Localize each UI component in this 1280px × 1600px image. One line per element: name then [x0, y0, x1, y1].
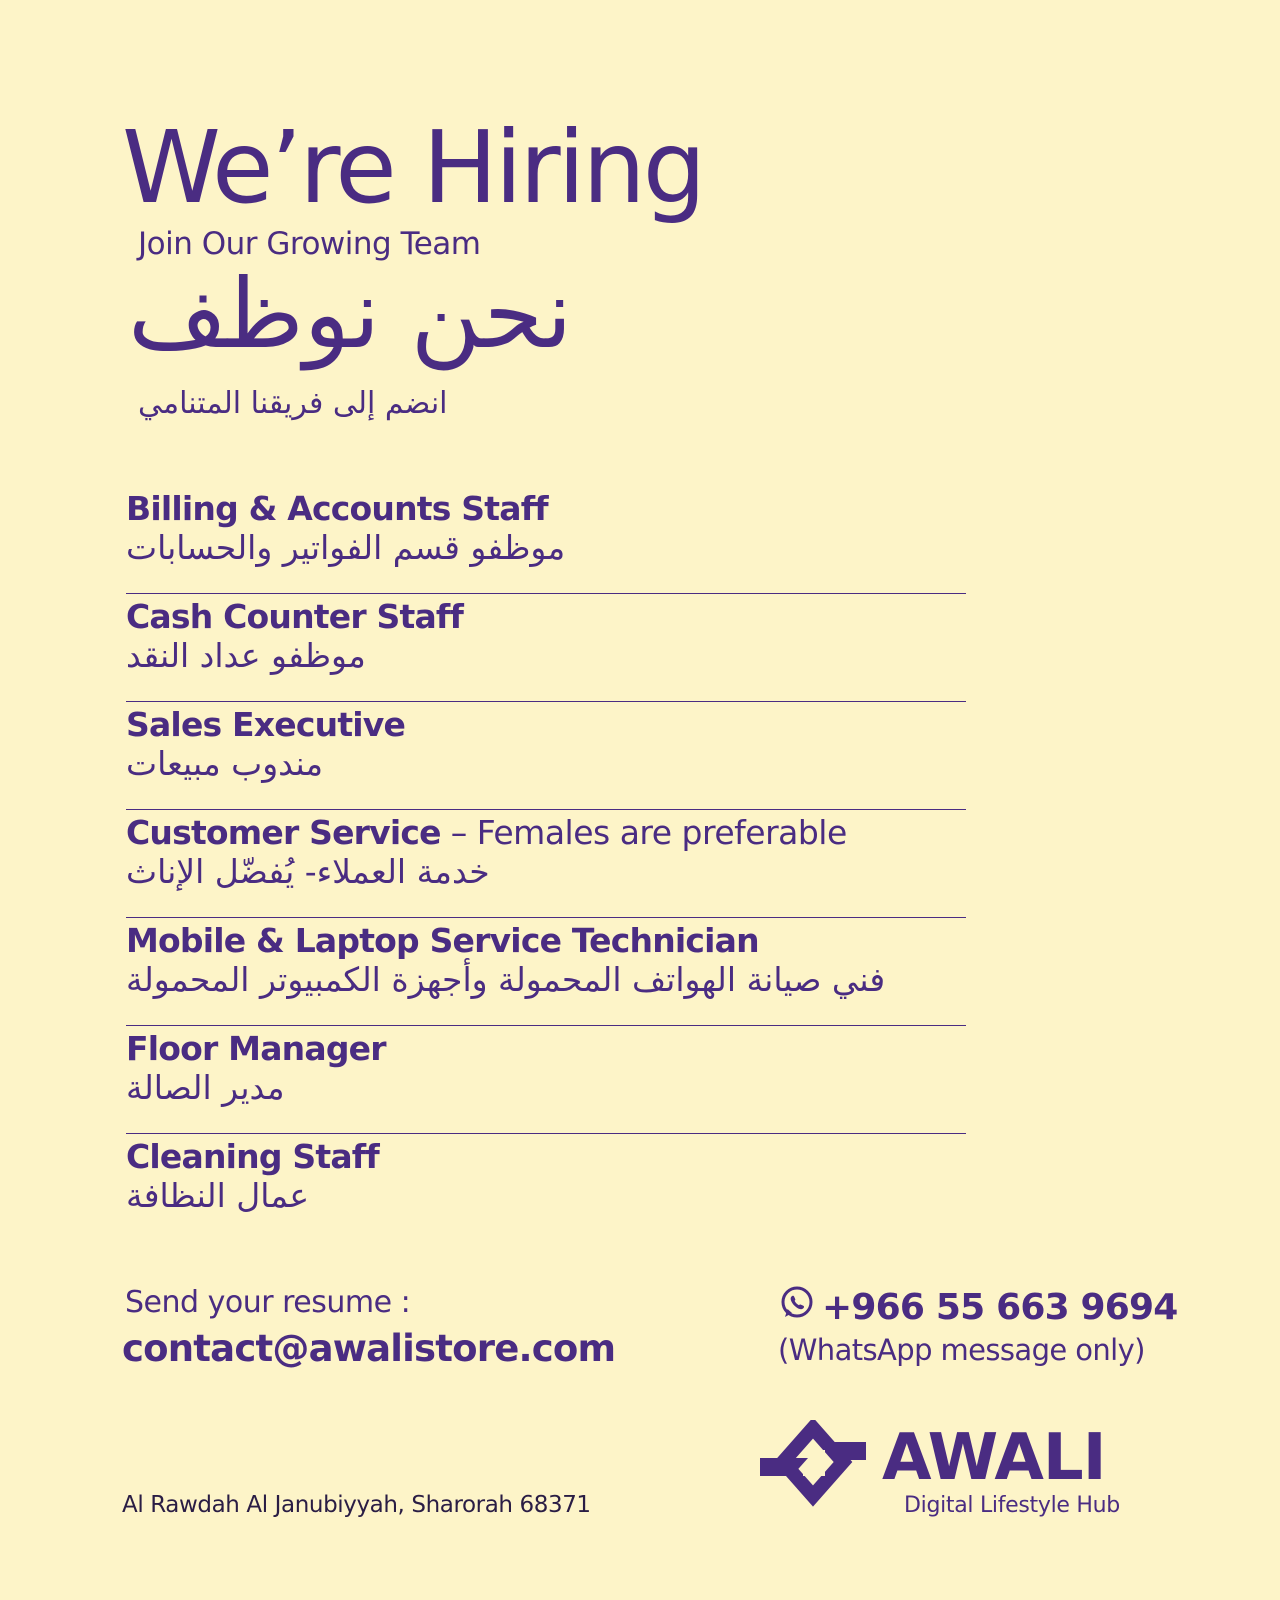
job-item	[126, 594, 966, 702]
job-item	[126, 810, 966, 918]
whatsapp-icon	[778, 1284, 816, 1331]
job-title: Floor Manager	[126, 1029, 386, 1068]
job-title: Mobile & Laptop Service Technician	[126, 921, 759, 960]
job-title: Cleaning Staff	[126, 1137, 379, 1176]
phone-number: +966 55 663 9694	[822, 1287, 1178, 1328]
job-item	[126, 918, 966, 1026]
job-title-arabic: مدير الصالة	[126, 1067, 285, 1107]
job-title: Cash Counter Staff	[126, 597, 464, 636]
brand-name: AWALI	[882, 1421, 1106, 1495]
contact-email-link[interactable]: contact@awalistore.com	[122, 1327, 616, 1370]
whatsapp-note: (WhatsApp message only)	[778, 1333, 1145, 1367]
resume-label: Send your resume :	[125, 1285, 411, 1320]
subtitle-arabic: انضم إلى فريقنا المتنامي	[138, 386, 448, 421]
job-title-arabic: فني صيانة الهواتف المحمولة وأجهزة الكمبيوتر المحمولة	[126, 959, 886, 999]
job-note: – Females are preferable	[440, 813, 847, 852]
hiring-title: We’re Hiring	[122, 109, 704, 226]
job-title: Billing & Accounts Staff	[126, 489, 548, 528]
job-item	[126, 1026, 966, 1134]
job-title-arabic: موظفو قسم الفواتير والحسابات	[126, 527, 566, 567]
job-title-arabic: عمال النظافة	[126, 1175, 310, 1215]
brand-tagline: Digital Lifestyle Hub	[904, 1493, 1120, 1518]
store-address: Al Rawdah Al Janubiyyah, Sharorah 68371	[122, 1492, 591, 1518]
job-title-arabic: مندوب مبيعات	[126, 743, 324, 783]
job-title: Customer Service – Females are preferable	[126, 813, 847, 852]
phone-row[interactable]	[778, 1284, 1178, 1331]
subtitle-english: Join Our Growing Team	[138, 226, 481, 262]
job-list	[126, 486, 966, 1242]
job-item	[126, 702, 966, 810]
job-item	[126, 486, 966, 594]
job-title: Sales Executive	[126, 705, 406, 744]
job-item	[126, 1134, 966, 1242]
job-title-arabic: خدمة العملاء- يُفضّل الإناث	[126, 851, 490, 891]
hiring-title-arabic: نحن نوظف	[128, 258, 573, 370]
job-title-arabic: موظفو عداد النقد	[126, 635, 366, 675]
